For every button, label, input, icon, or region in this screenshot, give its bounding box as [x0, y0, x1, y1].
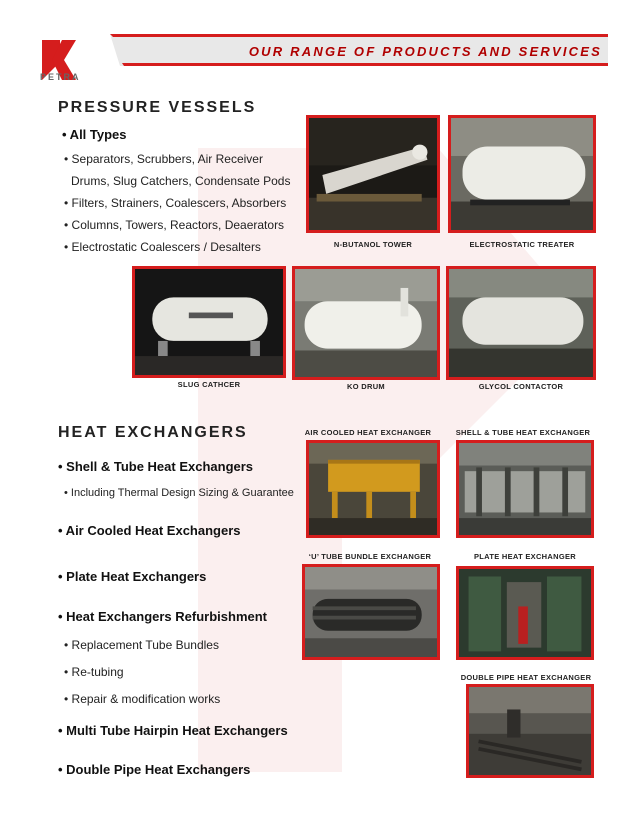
list-item: • Including Thermal Design Sizing & Guarantee	[64, 487, 294, 499]
u-tube-bundle-exchanger-photo	[302, 564, 440, 660]
page-title: OUR RANGE OF PRODUCTS AND SERVICES	[248, 44, 602, 59]
list-item: • Electrostatic Coalescers / Desalters	[64, 240, 261, 254]
list-item: • Heat Exchangers Refurbishment	[58, 609, 267, 624]
photo-caption: SHELL & TUBE HEAT EXCHANGER	[455, 428, 591, 437]
photo-caption: N-BUTANOL TOWER	[333, 240, 413, 249]
air-cooled-heat-exchanger-photo	[306, 440, 440, 538]
photo-caption: DOUBLE PIPE HEAT EXCHANGER	[460, 673, 592, 682]
photo-caption: GLYCOL CONTACTOR	[478, 382, 564, 391]
list-item: • Re-tubing	[64, 665, 124, 679]
photo-caption: ‘U’ TUBE BUNDLE EXCHANGER	[308, 552, 432, 561]
list-item: • Columns, Towers, Reactors, Deaerators	[64, 218, 285, 232]
list-item: • Filters, Strainers, Coalescers, Absorbers	[64, 196, 287, 210]
electrostatic-treater-photo	[448, 115, 596, 233]
list-item: • Replacement Tube Bundles	[64, 638, 219, 652]
double-pipe-heat-exchanger-photo	[466, 684, 594, 778]
heat-exchangers-title: HEAT EXCHANGERS	[58, 424, 248, 441]
photo-caption: SLUG CATHCER	[177, 380, 241, 389]
list-item: • Shell & Tube Heat Exchangers	[58, 459, 254, 474]
pressure-vessels-title: PRESSURE VESSELS	[58, 99, 257, 116]
list-item: • Multi Tube Hairpin Heat Exchangers	[58, 723, 288, 738]
slug-catcher-photo	[132, 266, 286, 378]
list-item: • Separators, Scrubbers, Air Receiver	[64, 152, 263, 166]
list-item: • Plate Heat Exchangers	[58, 569, 207, 584]
list-item: • All Types	[62, 127, 127, 142]
photo-caption: ELECTROSTATIC TREATER	[469, 240, 575, 249]
glycol-contactor-photo	[446, 266, 596, 380]
logo-text: PETRA	[40, 72, 81, 82]
photo-caption: KO DRUM	[347, 382, 385, 391]
list-item: • Air Cooled Heat Exchangers	[58, 523, 241, 538]
photo-caption: PLATE HEAT EXCHANGER	[474, 552, 576, 561]
ko-drum-photo	[292, 266, 440, 380]
n-butanol-tower-photo	[306, 115, 440, 233]
list-item: Drums, Slug Catchers, Condensate Pods	[71, 174, 291, 188]
shell-tube-heat-exchanger-photo	[456, 440, 594, 538]
photo-caption: AIR COOLED HEAT EXCHANGER	[304, 428, 432, 437]
list-item: • Repair & modification works	[64, 692, 221, 706]
plate-heat-exchanger-photo	[456, 566, 594, 660]
list-item: • Double Pipe Heat Exchangers	[58, 762, 251, 777]
